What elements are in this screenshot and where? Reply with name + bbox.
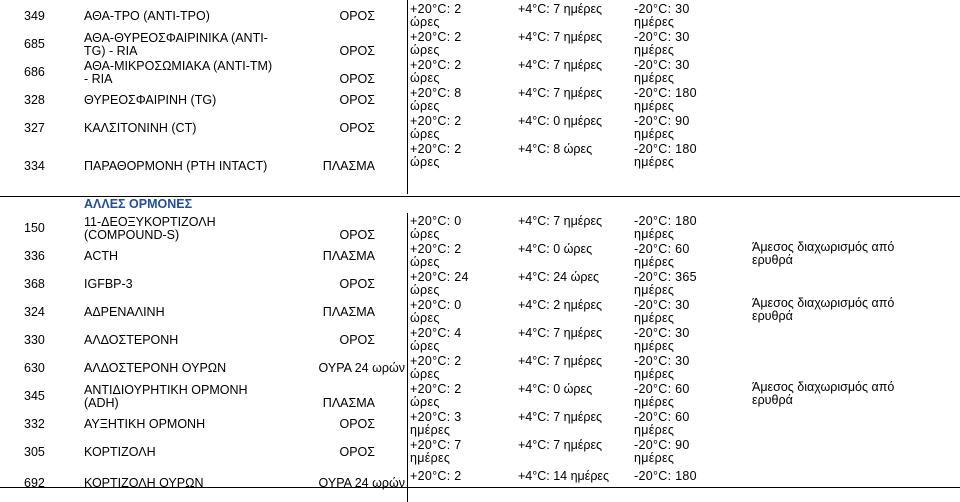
stability-room-temp-line: +20°C: 24 <box>410 270 469 284</box>
table-row <box>0 411 960 439</box>
test-name-line: ΚΟΡΤΙΖΟΛΗ <box>84 445 156 459</box>
stability-fridge-line: +4°C: 2 ημέρες <box>518 298 603 312</box>
handling-note <box>752 297 894 323</box>
stability-room-temp-line: ώρες <box>410 227 440 241</box>
stability-room-temp-line: +20°C: 2 <box>410 142 462 156</box>
stability-fridge <box>518 59 602 72</box>
stability-freezer-line: ημέρες <box>634 127 675 141</box>
sample-type: ΟΡΟΣ <box>339 277 375 291</box>
stability-room-temp-line: ημέρες <box>410 451 451 465</box>
stability-fridge-line: +4°C: 7 ημέρες <box>518 410 603 424</box>
stability-fridge <box>518 355 602 368</box>
sample-type: ΟΡΟΣ <box>339 445 375 459</box>
stability-room-temp-line: +20°C: 2 <box>410 354 462 368</box>
test-name-line: ΑΔΡΕΝΑΛΙΝΗ <box>84 305 165 319</box>
stability-freezer <box>634 271 697 297</box>
stability-fridge-line: +4°C: 7 ημέρες <box>518 86 603 100</box>
stability-room-temp-line: ώρες <box>410 367 440 381</box>
stability-fridge <box>518 271 599 284</box>
stability-room-temp <box>410 143 462 169</box>
stability-room-temp-line: +20°C: 0 <box>410 298 462 312</box>
stability-freezer <box>634 299 690 325</box>
handling-note <box>752 241 894 267</box>
stability-freezer <box>634 411 690 437</box>
sample-type: ΟΡΟΣ <box>339 228 375 242</box>
test-name <box>84 216 216 242</box>
test-name <box>84 446 156 459</box>
handling-note-line: Άμεσος διαχωρισμός από <box>752 380 895 394</box>
test-name-line: - RIA <box>84 72 113 86</box>
section-heading: ΑΛΛΕΣ ΟΡΜΟΝΕΣ <box>84 197 193 211</box>
stability-fridge <box>518 215 602 228</box>
stability-freezer-line: -20°C: 30 <box>634 326 690 340</box>
stability-freezer-line: ημέρες <box>634 283 675 297</box>
stability-freezer <box>634 115 690 141</box>
stability-freezer-line: -20°C: 90 <box>634 438 690 452</box>
stability-freezer-line: -20°C: 90 <box>634 114 690 128</box>
table-row <box>0 143 960 191</box>
table-row <box>0 115 960 143</box>
test-name-line: 11-ΔΕΟΞΥΚΟΡΤΙΖΟΛΗ <box>84 215 216 229</box>
test-code: 336 <box>24 249 45 263</box>
stability-fridge-line: +4°C: 24 ώρες <box>518 270 600 284</box>
test-code: 328 <box>24 93 45 107</box>
stability-freezer-line: ημέρες <box>634 311 675 325</box>
stability-freezer-line: -20°C: 180 <box>634 469 697 483</box>
stability-fridge-line: +4°C: 7 ημέρες <box>518 438 603 452</box>
stability-freezer-line: ημέρες <box>634 155 675 169</box>
test-name <box>84 362 226 375</box>
stability-freezer <box>634 3 690 29</box>
table-row <box>0 240 960 271</box>
stability-freezer-line: ημέρες <box>634 15 675 29</box>
stability-freezer-line: -20°C: 365 <box>634 270 697 284</box>
test-code: 324 <box>24 305 45 319</box>
stability-room-temp-line: +20°C: 2 <box>410 30 462 44</box>
table-row <box>0 296 960 327</box>
stability-room-temp-line: ώρες <box>410 127 440 141</box>
stability-fridge-line: +4°C: 7 ημέρες <box>518 58 603 72</box>
stability-fridge <box>518 299 602 312</box>
test-name <box>84 160 267 173</box>
stability-fridge <box>518 383 592 396</box>
stability-room-temp-line: ώρες <box>410 283 440 297</box>
test-name-line: ΚΟΡΤΙΖΟΛΗ ΟΥΡΩΝ <box>84 476 204 490</box>
test-name <box>84 10 210 23</box>
test-code: 332 <box>24 417 45 431</box>
stability-freezer-line: ημέρες <box>634 71 675 85</box>
stability-fridge <box>518 411 602 424</box>
test-code: 349 <box>24 9 45 23</box>
stability-room-temp <box>410 299 462 325</box>
stability-fridge-line: +4°C: 0 ώρες <box>518 382 593 396</box>
stability-fridge-line: +4°C: 0 ώρες <box>518 242 593 256</box>
stability-room-temp-line: +20°C: 2 <box>410 242 462 256</box>
stability-room-temp-line: ώρες <box>410 15 440 29</box>
handling-note <box>752 381 894 407</box>
test-name <box>84 418 205 431</box>
table-row <box>0 271 960 299</box>
stability-room-temp-line: +20°C: 4 <box>410 326 462 340</box>
stability-room-temp-line: ώρες <box>410 155 440 169</box>
stability-room-temp <box>410 59 462 85</box>
stability-fridge-line: +4°C: 7 ημέρες <box>518 2 603 16</box>
table-row <box>0 3 960 31</box>
stability-freezer-line: -20°C: 180 <box>634 214 697 228</box>
handling-note-line: ερυθρά <box>752 253 793 267</box>
stability-freezer <box>634 215 697 241</box>
stability-freezer-line: ημέρες <box>634 43 675 57</box>
test-code: 368 <box>24 277 45 291</box>
table-row <box>0 87 960 115</box>
stability-fridge-line: +4°C: 7 ημέρες <box>518 214 603 228</box>
stability-room-temp-line: +20°C: 0 <box>410 214 462 228</box>
stability-fridge <box>518 115 602 128</box>
stability-freezer-line: ημέρες <box>634 255 675 269</box>
test-name-line: ΘΥΡΕΟΣΦΑΙΡΙΝΗ (TG) <box>84 93 217 107</box>
stability-room-temp-line: ώρες <box>410 43 440 57</box>
stability-room-temp <box>410 355 462 381</box>
stability-room-temp-line: +20°C: 2 <box>410 382 462 396</box>
stability-fridge <box>518 3 602 16</box>
stability-freezer <box>634 383 690 409</box>
section-heading-row <box>0 198 960 214</box>
test-name-line: (COMPOUND-S) <box>84 228 180 242</box>
stability-room-temp <box>410 383 462 409</box>
sample-type: ΠΛΑΣΜΑ <box>322 396 375 410</box>
sample-type: ΠΛΑΣΜΑ <box>322 305 375 319</box>
sample-type: ΟΡΟΣ <box>339 9 375 23</box>
sample-type: ΟΡΟΣ <box>339 417 375 431</box>
test-name-line: (ADH) <box>84 396 119 410</box>
stability-room-temp <box>410 115 462 141</box>
sample-type: ΟΡΟΣ <box>339 93 375 107</box>
test-name-line: ΑΝΤΙΔΙΟΥΡΗΤΙΚΗ ΟΡΜΟΝΗ <box>84 383 248 397</box>
test-name-line: ΑΥΞΗΤΙΚΗ ΟΡΜΟΝΗ <box>84 417 206 431</box>
test-code: 334 <box>24 159 45 173</box>
stability-room-temp-line: ώρες <box>410 339 440 353</box>
sample-type: ΟΡΟΣ <box>339 333 375 347</box>
stability-room-temp <box>410 470 462 483</box>
test-name-line: ACTH <box>84 249 119 263</box>
stability-freezer-line: -20°C: 60 <box>634 382 690 396</box>
stability-fridge <box>518 87 602 100</box>
table-row <box>0 59 960 87</box>
test-code: 630 <box>24 361 45 375</box>
stability-freezer <box>634 355 690 381</box>
stability-room-temp-line: ημέρες <box>410 423 451 437</box>
handling-note-line: Άμεσος διαχωρισμός από <box>752 296 895 310</box>
table-row <box>0 439 960 467</box>
test-code: 327 <box>24 121 45 135</box>
stability-fridge <box>518 439 602 452</box>
test-code: 330 <box>24 333 45 347</box>
stability-room-temp-line: +20°C: 2 <box>410 2 462 16</box>
stability-fridge-line: +4°C: 0 ημέρες <box>518 114 603 128</box>
stability-room-temp <box>410 271 469 297</box>
stability-freezer <box>634 327 690 353</box>
stability-freezer-line: ημέρες <box>634 339 675 353</box>
handling-note-line: ερυθρά <box>752 393 793 407</box>
stability-freezer-line: -20°C: 60 <box>634 410 690 424</box>
stability-freezer <box>634 439 690 465</box>
stability-room-temp-line: ώρες <box>410 99 440 113</box>
sample-type: ΟΡΟΣ <box>339 72 375 86</box>
stability-room-temp-line: ώρες <box>410 395 440 409</box>
stability-fridge <box>518 31 602 44</box>
sample-type: ΟΡΟΣ <box>339 121 375 135</box>
table-row <box>0 470 960 498</box>
table-row <box>0 215 960 243</box>
stability-room-temp <box>410 215 462 241</box>
stability-freezer <box>634 31 690 57</box>
stability-room-temp <box>410 243 462 269</box>
stability-fridge-line: +4°C: 7 ημέρες <box>518 354 603 368</box>
test-name-line: IGFBP-3 <box>84 277 133 291</box>
table-row <box>0 380 960 411</box>
sample-type: ΟΥΡΑ 24 ωρών <box>318 361 405 375</box>
handling-note-line: Άμεσος διαχωρισμός από <box>752 240 895 254</box>
test-name <box>84 477 203 490</box>
table-row <box>0 327 960 355</box>
stability-room-temp <box>410 327 462 353</box>
table-row <box>0 355 960 383</box>
stability-fridge-line: +4°C: 7 ημέρες <box>518 30 603 44</box>
test-code: 150 <box>24 221 45 235</box>
stability-freezer-line: -20°C: 30 <box>634 298 690 312</box>
stability-fridge-line: +4°C: 8 ώρες <box>518 142 593 156</box>
test-name-line: ΑΘΑ-ΘΥΡΕΟΣΦΑΙΡΙΝΙΚΑ (ANTI- <box>84 31 268 45</box>
test-name <box>84 306 165 319</box>
test-name <box>84 250 118 263</box>
stability-freezer <box>634 143 697 169</box>
stability-freezer <box>634 87 697 113</box>
stability-room-temp-line: ώρες <box>410 255 440 269</box>
test-name <box>84 60 272 86</box>
sample-type: ΟΥΡΑ 24 ωρών <box>318 476 405 490</box>
test-code: 692 <box>24 476 45 490</box>
stability-room-temp <box>410 411 462 437</box>
test-name-line: ΑΛΔΟΣΤΕΡΟΝΗ ΟΥΡΩΝ <box>84 361 227 375</box>
stability-room-temp <box>410 3 462 29</box>
stability-freezer-line: ημέρες <box>634 367 675 381</box>
stability-room-temp-line: ώρες <box>410 311 440 325</box>
stability-room-temp-line: +20°C: 7 <box>410 438 462 452</box>
stability-room-temp <box>410 439 462 465</box>
sample-type: ΟΡΟΣ <box>339 44 375 58</box>
stability-freezer-line: ημέρες <box>634 99 675 113</box>
test-name <box>84 94 216 107</box>
test-code: 345 <box>24 389 45 403</box>
test-code: 686 <box>24 65 45 79</box>
stability-freezer-line: ημέρες <box>634 451 675 465</box>
stability-freezer-line: -20°C: 30 <box>634 58 690 72</box>
test-name <box>84 384 248 410</box>
test-name-line: TG) - RIA <box>84 44 138 58</box>
stability-freezer <box>634 59 690 85</box>
stability-room-temp-line: ώρες <box>410 71 440 85</box>
stability-freezer-line: -20°C: 30 <box>634 2 690 16</box>
stability-fridge-line: +4°C: 7 ημέρες <box>518 326 603 340</box>
stability-freezer-line: ημέρες <box>634 423 675 437</box>
stability-freezer <box>634 470 697 483</box>
test-name <box>84 334 178 347</box>
stability-fridge <box>518 143 592 156</box>
stability-freezer-line: ημέρες <box>634 227 675 241</box>
sample-type: ΠΛΑΣΜΑ <box>322 249 375 263</box>
stability-room-temp-line: +20°C: 2 <box>410 58 462 72</box>
test-code: 685 <box>24 37 45 51</box>
test-name <box>84 278 133 291</box>
test-name-line: ΠΑΡΑΘΟΡΜΟΝΗ (PTH INTACT) <box>84 159 268 173</box>
sample-type: ΠΛΑΣΜΑ <box>322 159 375 173</box>
stability-room-temp-line: +20°C: 2 <box>410 114 462 128</box>
stability-freezer-line: -20°C: 180 <box>634 142 697 156</box>
stability-freezer <box>634 243 690 269</box>
stability-freezer-line: -20°C: 60 <box>634 242 690 256</box>
test-code: 305 <box>24 445 45 459</box>
stability-fridge-line: +4°C: 14 ημέρες <box>518 469 610 483</box>
table-row <box>0 31 960 59</box>
stability-freezer-line: -20°C: 180 <box>634 86 697 100</box>
stability-freezer-line: ημέρες <box>634 395 675 409</box>
stability-freezer-line: -20°C: 30 <box>634 30 690 44</box>
handling-note-line: ερυθρά <box>752 309 793 323</box>
stability-fridge <box>518 243 592 256</box>
stability-room-temp <box>410 31 462 57</box>
test-name <box>84 32 268 58</box>
test-name <box>84 122 196 135</box>
test-name-line: ΑΘΑ-TPO (ANTI-TPO) <box>84 9 210 23</box>
stability-room-temp-line: +20°C: 3 <box>410 410 462 424</box>
stability-room-temp-line: +20°C: 2 <box>410 469 462 483</box>
test-name-line: ΚΑΛΣΙΤΟΝΙΝΗ (CT) <box>84 121 197 135</box>
stability-room-temp <box>410 87 462 113</box>
stability-fridge <box>518 470 609 483</box>
test-name-line: ΑΘΑ-ΜΙΚΡΟΣΩΜΙΑΚΑ (ANTI-TM) <box>84 59 273 73</box>
test-name-line: ΑΛΔΟΣΤΕΡΟΝΗ <box>84 333 179 347</box>
stability-fridge <box>518 327 602 340</box>
stability-freezer-line: -20°C: 30 <box>634 354 690 368</box>
stability-room-temp-line: +20°C: 8 <box>410 86 462 100</box>
